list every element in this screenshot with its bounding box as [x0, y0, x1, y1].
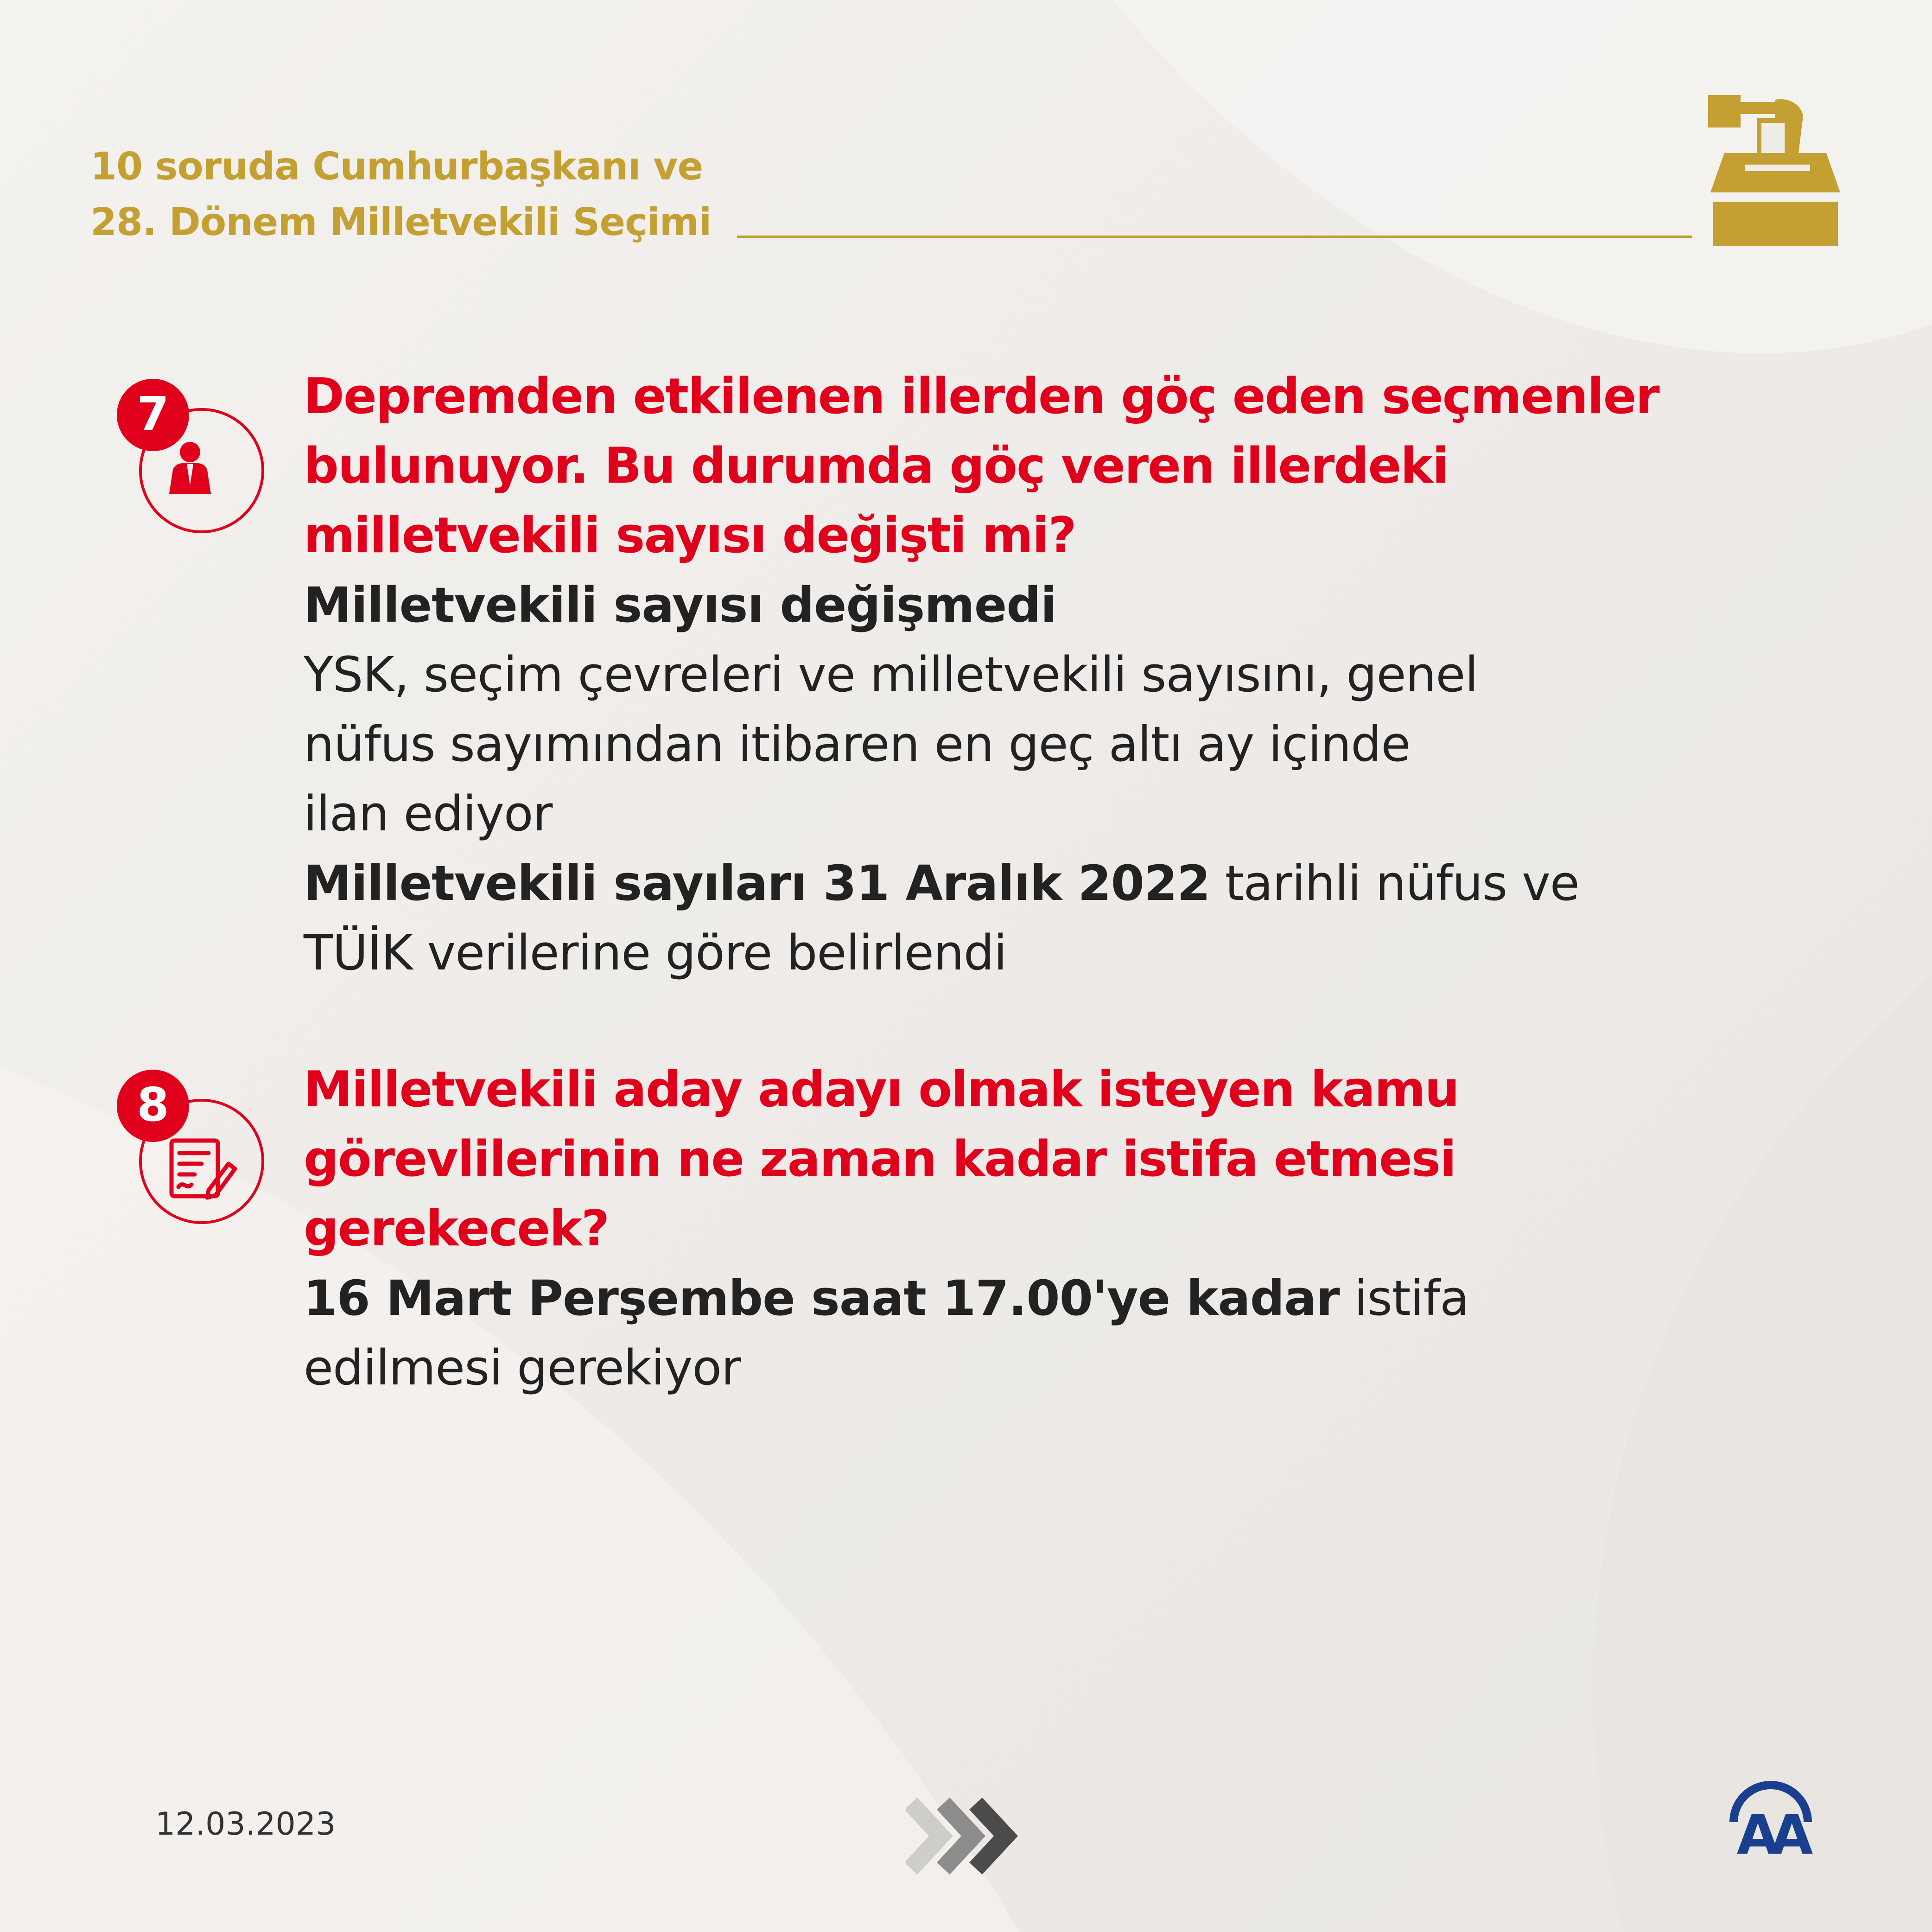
- ballot-box-icon: [1706, 93, 1845, 250]
- aa-logo: [1724, 1776, 1817, 1868]
- question-7-line-2: bulunuyor. Bu durumda göç veren illerdeki: [304, 437, 1449, 494]
- answer-7-detail-rest: tarihli nüfus ve: [1210, 855, 1579, 912]
- document-signature-icon: [172, 1141, 235, 1198]
- question-8-number: 8: [137, 1078, 169, 1132]
- person-icon: [169, 442, 211, 494]
- answer-7-line-3: ilan ediyor: [304, 785, 553, 842]
- chevrons-right-icon[interactable]: [906, 1790, 1027, 1882]
- answer-7-detail: [304, 848, 1579, 988]
- answer-7-heading: Milletvekili sayısı değişmedi: [304, 577, 1057, 633]
- question-8-line-1: Milletvekili aday adayı olmak isteyen kamu: [304, 1061, 1459, 1118]
- question-8-line-3: gerekecek?: [304, 1200, 609, 1257]
- question-7-line-1: Depremden etkilenen illerden göç eden seçmenler: [304, 368, 1659, 425]
- question-7-badge: [109, 378, 267, 540]
- answer-7-detail-line-1: [304, 848, 1579, 918]
- series-title-line-1: 10 soruda Cumhurbaşkanı ve: [90, 145, 703, 189]
- publish-date: 12.03.2023: [155, 1806, 336, 1843]
- answer-8-bold: 16 Mart Perşembe saat 17.00'ye kadar: [304, 1270, 1340, 1326]
- answer-7-line-2: nüfus sayımından itibaren en geç altı ay içinde: [304, 716, 1411, 772]
- aa-logo-text: AA: [1736, 1803, 1805, 1867]
- question-7-line-3: milletvekili sayısı değişti mi?: [304, 507, 1076, 564]
- answer-8-rest: istifa: [1339, 1270, 1469, 1326]
- series-title-line-2: 28. Dönem Milletvekili Seçimi: [90, 200, 712, 244]
- question-8-line-2: görevlilerinin ne zaman kadar istifa etmesi: [304, 1130, 1456, 1187]
- answer-7-detail-line-2: TÜİK verilerine göre belirlendi: [304, 925, 1007, 981]
- header-divider: [737, 236, 1692, 238]
- question-8-badge: [109, 1069, 267, 1231]
- series-title: [90, 139, 711, 250]
- answer-8-line-1: [304, 1263, 1469, 1333]
- answer-7-body: [304, 640, 1478, 848]
- question-8-text: [304, 1055, 1459, 1263]
- answer-7-detail-bold: Milletvekili sayıları 31 Aralık 2022: [304, 855, 1210, 912]
- question-7-text: [304, 362, 1659, 570]
- answer-8-body: [304, 1263, 1469, 1403]
- answer-7-line-1: YSK, seçim çevreleri ve milletvekili sayısını, genel: [304, 646, 1478, 703]
- answer-8-line-2: edilmesi gerekiyor: [304, 1339, 741, 1396]
- question-7-number: 7: [137, 387, 169, 441]
